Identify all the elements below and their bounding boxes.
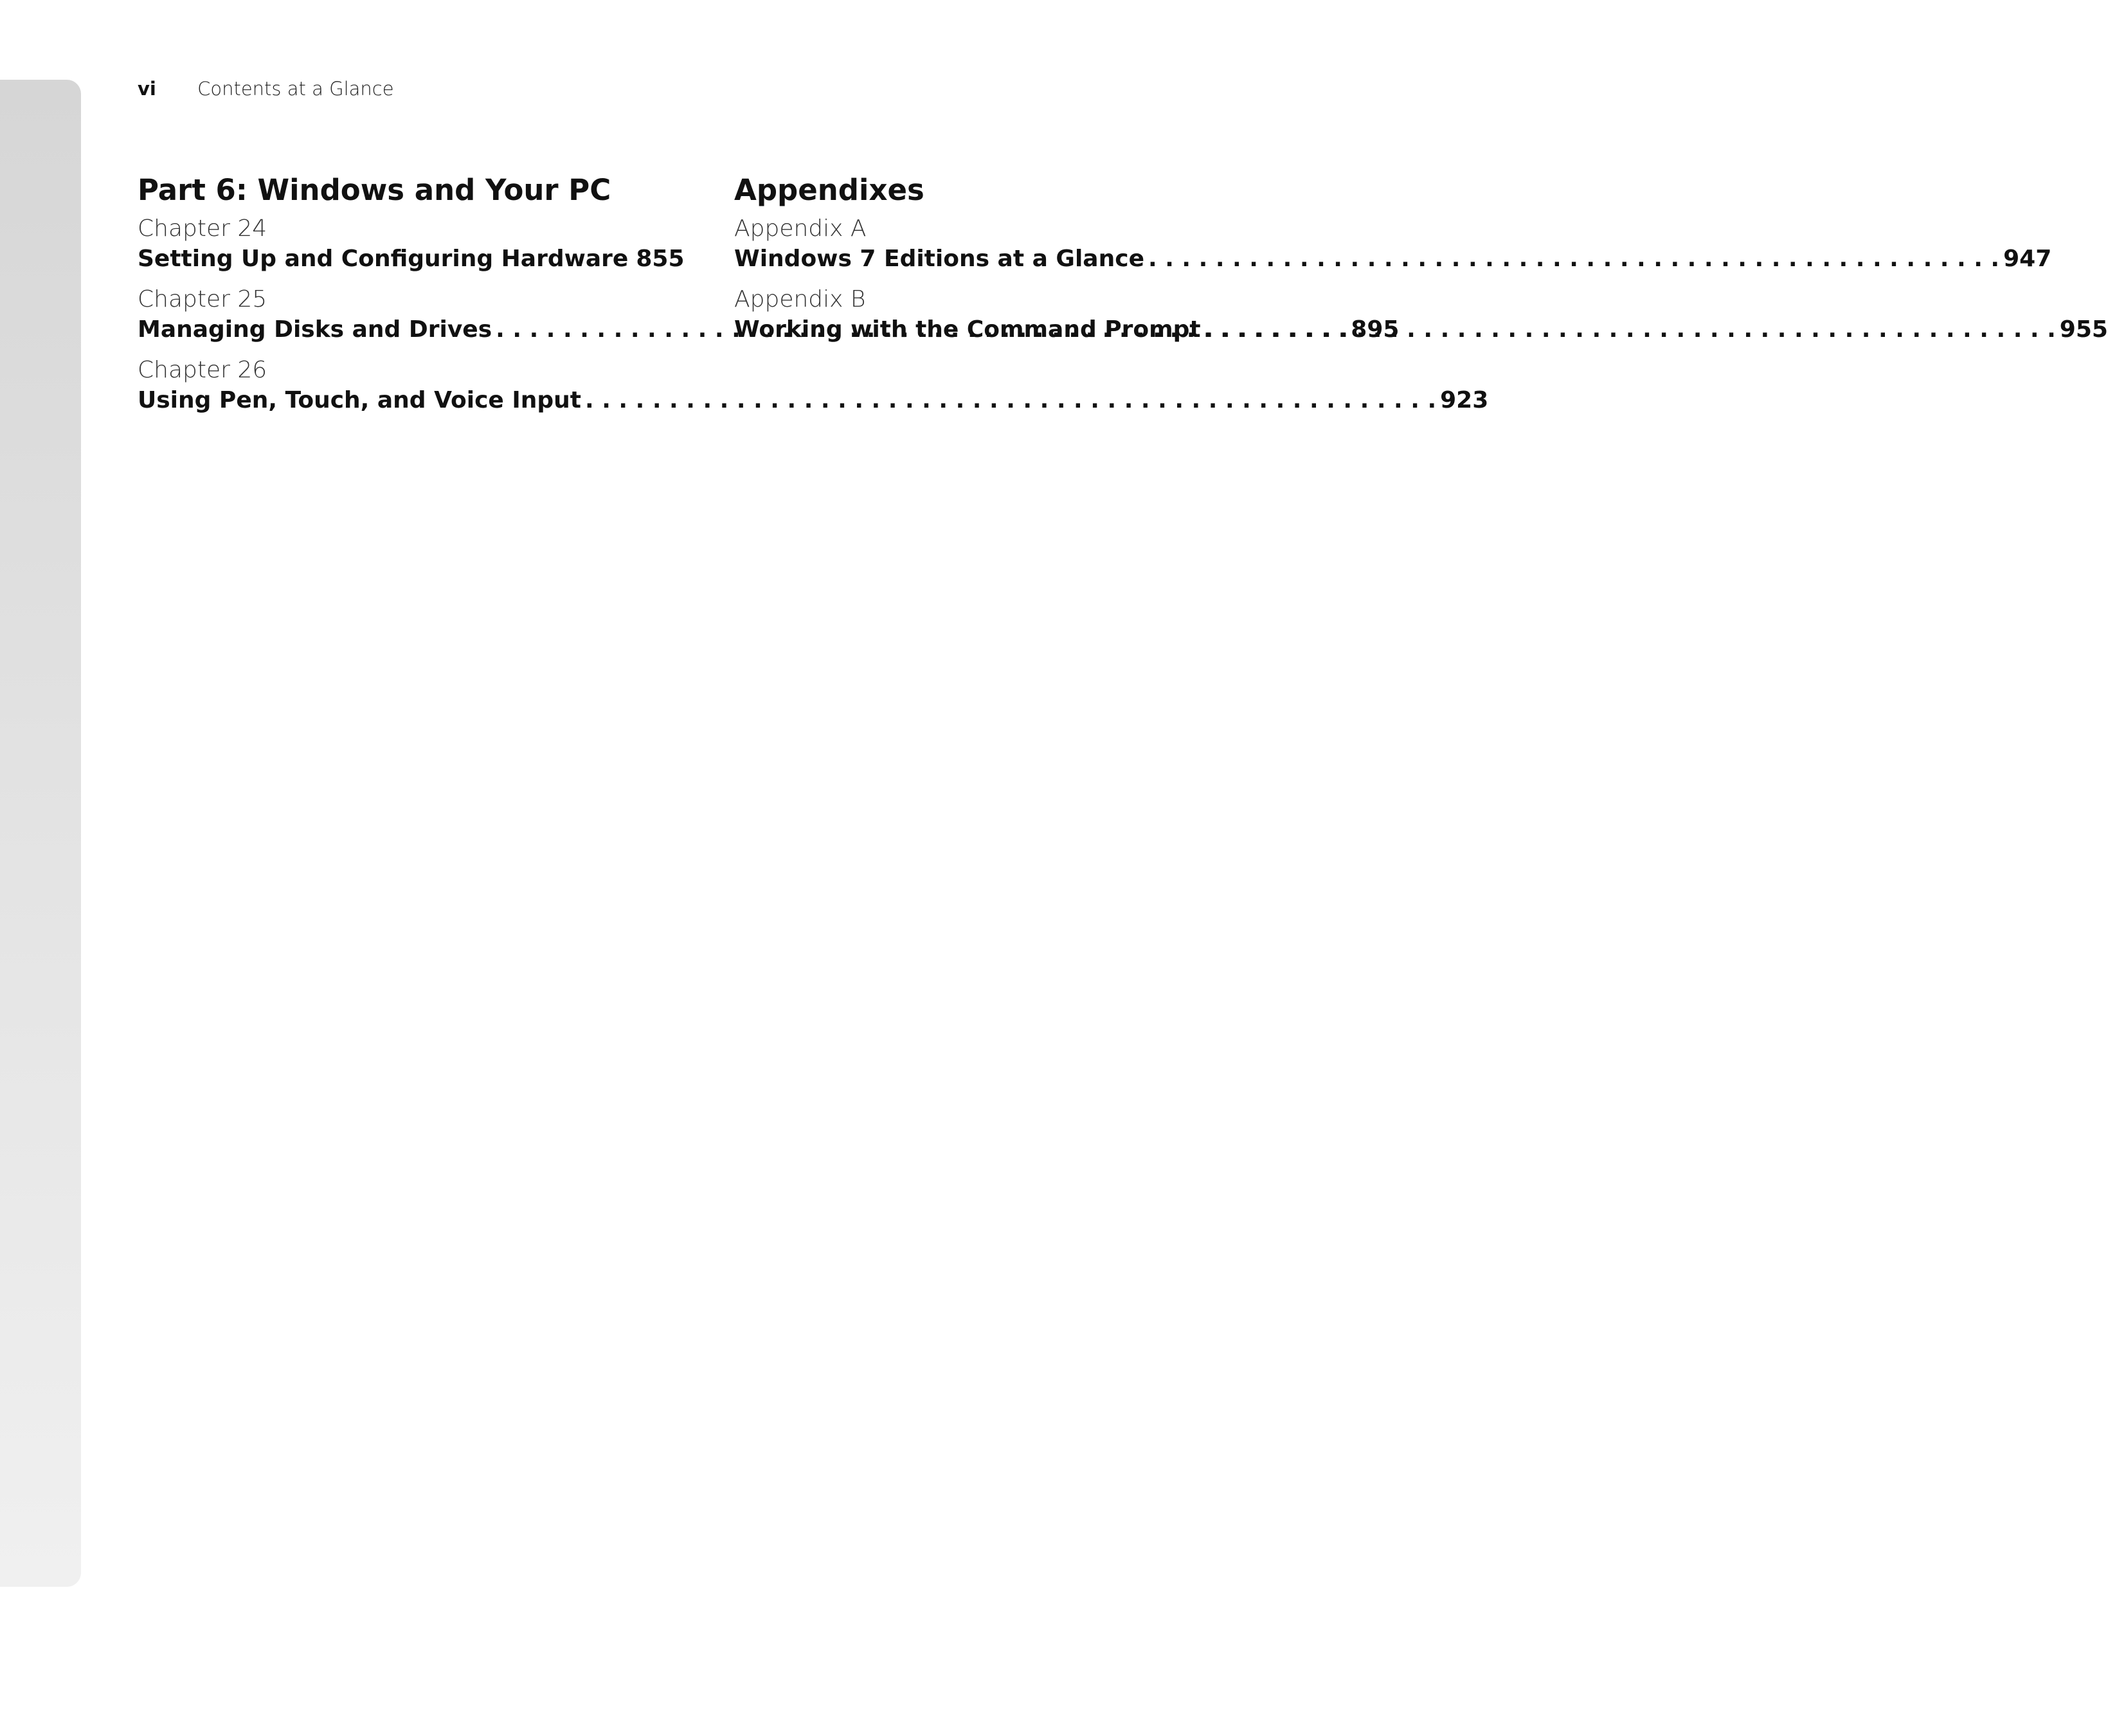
dot-leader	[1148, 244, 1999, 274]
toc-entry-label: Chapter 24	[138, 215, 267, 242]
toc-entry-label: Appendix A	[734, 215, 867, 242]
toc-entry-line[interactable]	[138, 244, 685, 274]
toc-entry-title[interactable]: Using Pen, Touch, and Voice Input	[138, 387, 581, 413]
dot-leader	[585, 386, 1436, 415]
toc-entry-chapter-26[interactable]	[138, 355, 1489, 415]
toc-entry-label: Chapter 26	[138, 357, 267, 383]
toc-entry-title[interactable]: Working with the Command Prompt	[734, 316, 1201, 343]
toc-entry-page[interactable]: 923	[1440, 387, 1489, 413]
toc-entry-chapter-24[interactable]	[138, 213, 685, 274]
toc-entry-title[interactable]: Setting Up and Configuring Hardware	[138, 246, 629, 272]
running-head	[138, 75, 394, 103]
toc-entry-line[interactable]	[138, 386, 1489, 415]
side-thumb-tab	[0, 80, 81, 1587]
dot-leader	[1205, 315, 2056, 345]
section-heading-part-6: Part 6: Windows and Your PC	[138, 173, 611, 207]
toc-entry-page[interactable]: 895	[1351, 316, 1400, 343]
toc-entry-page[interactable]: 855	[636, 246, 685, 272]
toc-entry-label: Chapter 25	[138, 286, 267, 312]
toc-entry-line[interactable]	[734, 244, 2052, 274]
toc-entry-title[interactable]: Windows 7 Editions at a Glance	[734, 246, 1144, 272]
running-head-title: Contents at a Glance	[197, 78, 394, 100]
page-folio: vi	[138, 78, 156, 100]
toc-entry-page[interactable]: 947	[2003, 246, 2052, 272]
toc-entry-label: Appendix B	[734, 286, 866, 312]
toc-entry-page[interactable]: 955	[2059, 316, 2108, 343]
toc-entry-title[interactable]: Managing Disks and Drives	[138, 316, 492, 343]
section-heading-appendixes: Appendixes	[734, 173, 924, 207]
toc-entry-appendix-a[interactable]	[734, 213, 2052, 274]
